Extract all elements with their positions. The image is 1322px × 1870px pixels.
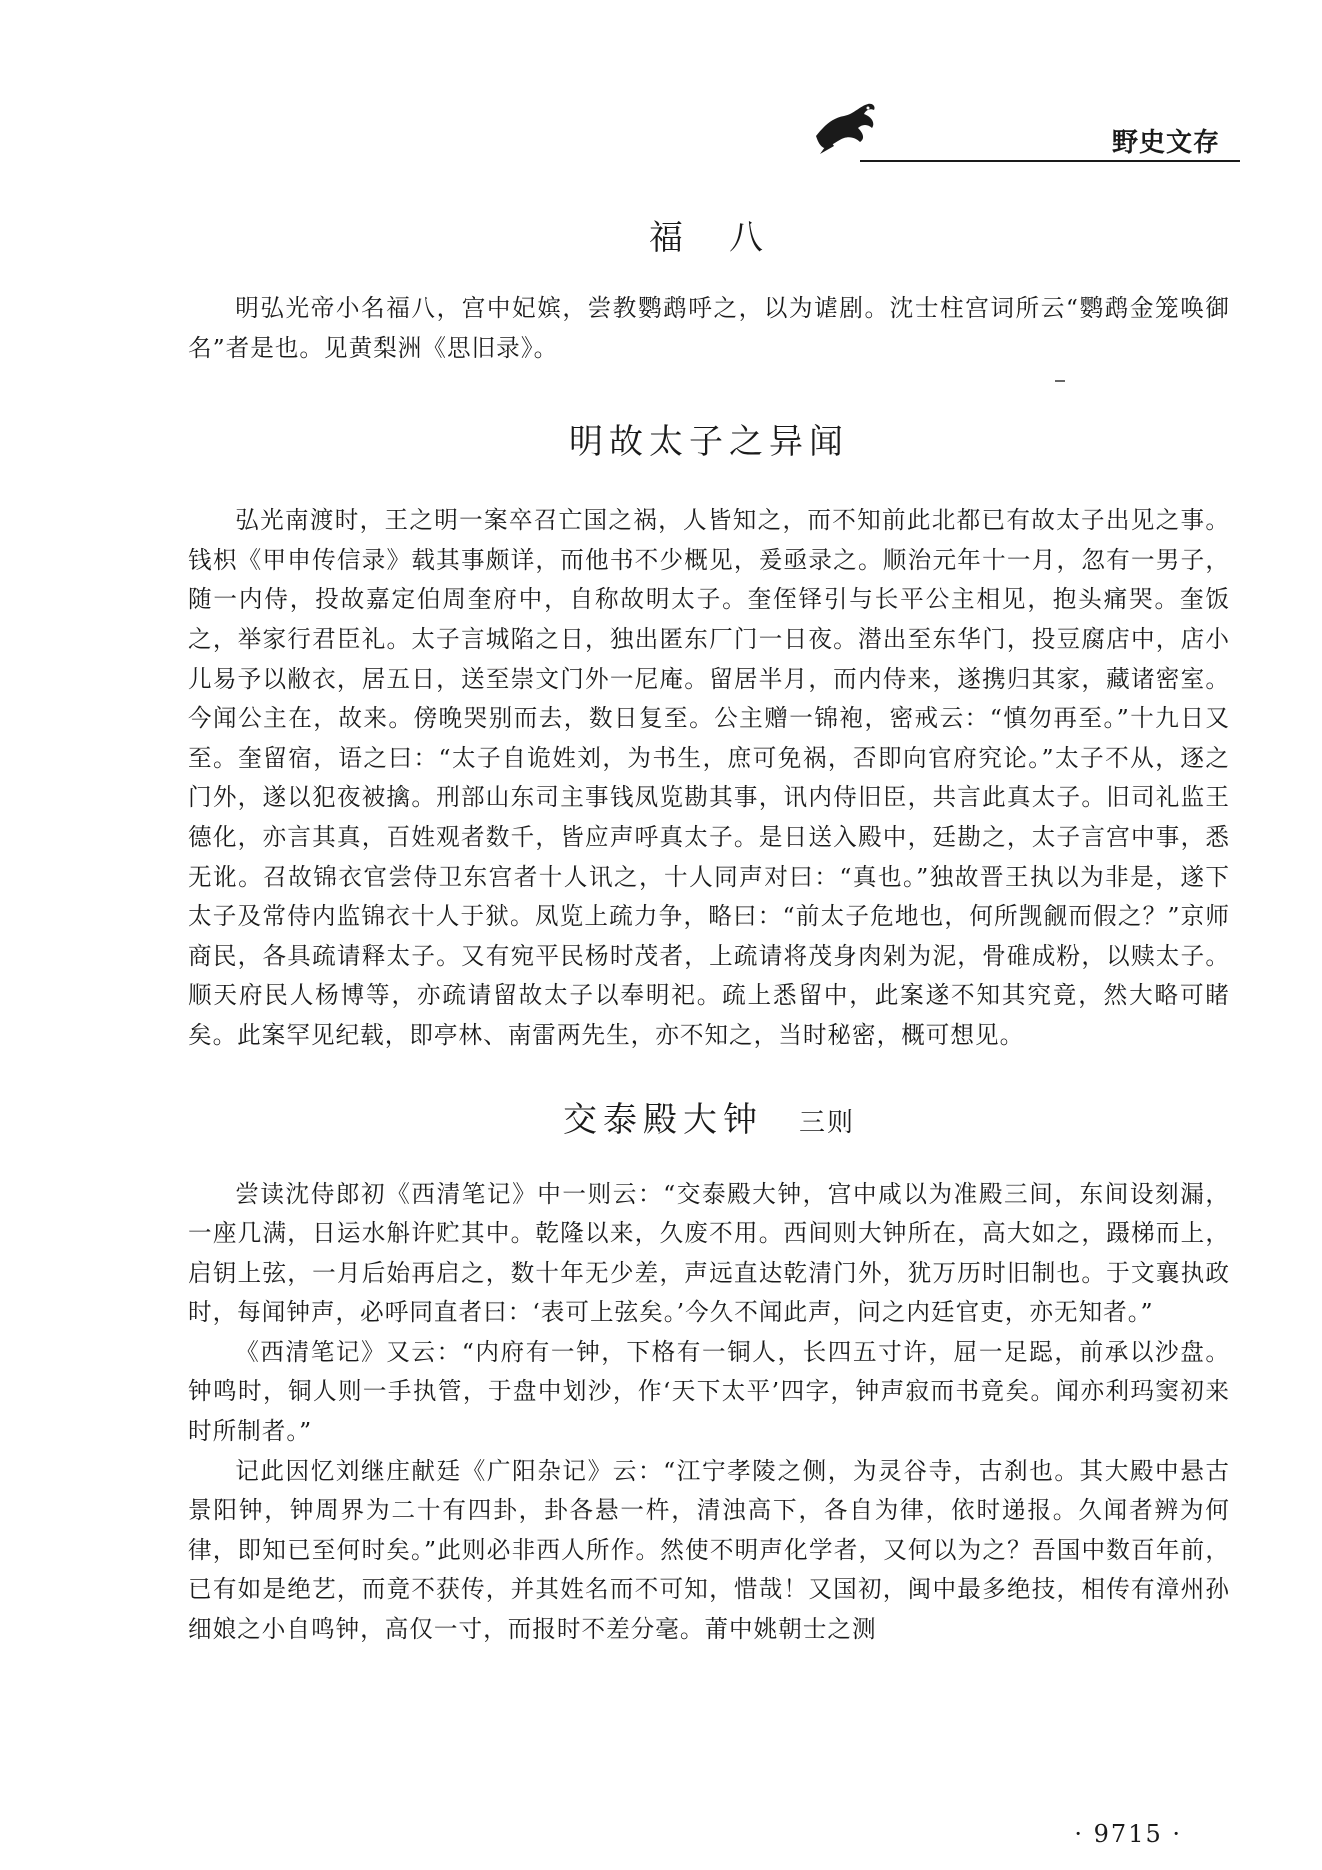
paragraph: 《西清笔记》又云：“内府有一钟，下格有一铜人，长四五寸许，屈一足跽，前承以沙盘。钟鸣时，铜人则一手执管，于盘中划沙，作‘天下太平’四字，钟声寂而书竟矣。闻亦利玛窦初来时所制者。” — [188, 1337, 1230, 1446]
paragraph: 明弘光帝小名福八，宫中妃嫔，尝教鹦鹉呼之，以为谑剧。沈士柱宫词所云“鹦鹉金笼唤御名”者是也。见黄梨洲《思旧录》。 — [188, 294, 1230, 362]
section-subtitle: 三则 — [798, 1107, 855, 1138]
section-title — [188, 414, 1230, 463]
paragraph: 弘光南渡时，王之明一案卒召亡国之祸，人皆知之，而不知前此北都已有故太子出见之事。钱枳《甲申传信录》载其事颇详，而他书不少概见，爰亟录之。顺治元年十一月，忽有一男子，随一内侍，投故嘉定伯周奎府中，自称故明太子。奎侄铎引与长平公主相见，抱头痛哭。奎饭之，举家行君臣礼。太子言城陷之日，独出匿东厂门一日夜。潜出至东华门，投豆腐店中，店小儿易予以敝衣，居五日，送至崇文门外一尼庵。留居半月，而内侍来，遂携归其家，藏诸密室。今闻公主在，故来。傍晚哭别而去，数日复至。公主赠一锦袍，密戒云：“慎勿再至。”十九日又至。奎留宿，语之曰：“太子自诡姓刘，为书生，庶可免祸，否即向官府究论。”太子不从，逐之门外，遂以犯夜被擒。刑部山东司主事钱凤览勘其事，讯内侍旧臣，共言此真太子。旧司礼监王德化，亦言其真，百姓观者数千，皆应声呼真太子。是日送入殿中，廷勘之，太子言宫中事，悉无讹。召故锦衣官尝侍卫东宫者十人讯之，十人同声对曰：“真也。”独故晋王执以为非是，遂下太子及常侍内监锦衣十人于狱。凤览上疏力争，略曰：“前太子危地也，何所觊觎而假之？”京师商民，各具疏请释太子。又有宛平民杨时茂者，上疏请将茂身肉剁为泥，骨碓成粉，以赎太子。顺天府民人杨博等，亦疏请留故太子以奉明祀。疏上悉留中，此案遂不知其究竟，然大略可睹矣。此案罕见纪载，即亭林、南雷两先生，亦不知之，当时秘密，概可想见。 — [188, 506, 1230, 1049]
section-title — [188, 1092, 1230, 1141]
section-fuba — [188, 210, 1230, 368]
series-title: 野史文存 — [1111, 128, 1220, 158]
header-rule — [860, 160, 1240, 162]
page-header — [810, 96, 1230, 166]
section-bell — [188, 1092, 1230, 1650]
paragraph: 记此因忆刘继庄献廷《广阳杂记》云：“江宁孝陵之侧，为灵谷寺，古刹也。其大殿中悬古景阳钟，钟周界为二十有四卦，卦各悬一杵，清浊高下，各自为律，依时递报。久闻者辨为何律，即知已至何时矣。”此则必非西人所作。然使不明声化学者，又何以为之？吾国中数百年前，已有如是绝艺，而竟不获传，并其姓名而不可知，惜哉！又国初，闽中最多绝技，相传有漳州孙细娘之小自鸣钟，高仅一寸，而报时不差分毫。莆中姚朝士之测 — [188, 1456, 1230, 1644]
section-title-text: 交泰殿大钟 — [562, 1099, 763, 1140]
paragraph: 尝读沈侍郎初《西清笔记》中一则云：“交泰殿大钟，宫中咸以为准殿三间，东间设刻漏，一座几满，日运水斛许贮其中。乾隆以来，久废不用。西间则大钟所在，高大如之，蹑梯而上，启钥上弦，一月后始再启之，数十年无少差，声远直达乾清门外，犹万历时旧制也。于文襄执政时，每闻钟声，必呼同直者曰：‘表可上弦矣。’今久不闻此声，问之内廷官吏，亦无知者。” — [188, 1179, 1230, 1327]
dragon-emblem-icon — [810, 96, 882, 156]
section-prince — [188, 414, 1230, 1055]
section-title — [188, 210, 1230, 259]
page-body — [188, 210, 1230, 1650]
section-title-text: 福 八 — [649, 218, 769, 258]
section-title-text: 明故太子之异闻 — [569, 422, 849, 463]
page-number: · 9715 · — [1074, 1820, 1182, 1848]
